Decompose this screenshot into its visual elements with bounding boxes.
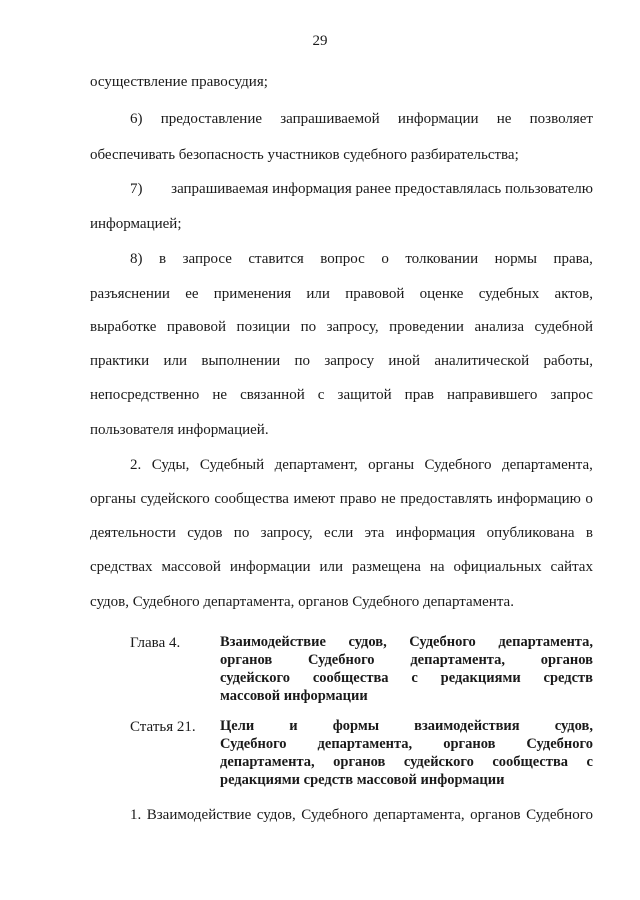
word: судейского [140, 491, 210, 507]
word: деятельности [90, 525, 176, 541]
word: выработке [90, 319, 157, 335]
word: департамента, [317, 736, 413, 752]
word: 2. [130, 457, 142, 473]
word: толковании [405, 251, 479, 267]
word: запросу, [326, 319, 379, 335]
word: Судебного [220, 736, 287, 752]
word: эта [364, 525, 385, 541]
word: или [163, 353, 188, 369]
text-line [90, 558, 593, 576]
article-title-line: редакциями средств массовой информации [220, 772, 505, 788]
word: с [411, 670, 418, 686]
word: выполнении [201, 353, 281, 369]
chapter-title-line [220, 634, 593, 651]
word: органы [368, 457, 415, 473]
word: Взаимодействие [146, 807, 252, 823]
word: информацию [497, 491, 581, 507]
word: Судебного [424, 457, 492, 473]
word: по [294, 353, 310, 369]
word: правовой [166, 319, 227, 335]
text-line: информацией; [90, 216, 182, 232]
word: не [496, 111, 512, 127]
word: запросе [182, 251, 232, 267]
word: предоставление [160, 111, 263, 127]
word: органов [470, 807, 521, 823]
word: по [233, 525, 250, 541]
text-line: судов, Судебного департамента, органов Судебного департамента. [90, 594, 514, 610]
word: органов [333, 754, 386, 770]
text-line [90, 386, 593, 404]
word: органов [540, 652, 593, 668]
word: органов [220, 652, 273, 668]
chapter-label: Глава 4. [130, 635, 181, 651]
word: запрашиваемая информация ранее предоставлялась пользователю [171, 181, 593, 197]
word: не [212, 387, 228, 403]
word: взаимодействия [414, 718, 520, 734]
word: разъяснении [90, 286, 170, 302]
article-label: Статья 21. [130, 719, 196, 735]
word: департамент, [274, 457, 358, 473]
word: информация [395, 525, 476, 541]
word: судейского [220, 670, 291, 686]
article-title-line [220, 718, 593, 735]
word: с [317, 387, 325, 403]
article-title-line [220, 736, 593, 753]
word: 1. [130, 807, 142, 823]
word: запрос [550, 387, 593, 403]
word: судов, [554, 718, 593, 734]
word: правовой [345, 286, 405, 302]
word: ее [185, 286, 199, 302]
text-line [90, 285, 593, 303]
word: массовой [161, 559, 221, 575]
page-number: 29 [312, 33, 328, 49]
word: в [585, 525, 593, 541]
word: позиции [236, 319, 291, 335]
word: если [324, 525, 354, 541]
word: информации [397, 111, 479, 127]
word: направившего [447, 387, 538, 403]
word: 8) [130, 251, 143, 267]
chapter-title-line [220, 670, 593, 687]
word: судов [187, 525, 223, 541]
word: департамента, [220, 754, 315, 770]
word: по [300, 319, 317, 335]
word: на [429, 559, 445, 575]
word: судебной [534, 319, 593, 335]
word: Суды, [151, 457, 190, 473]
word: не [381, 491, 396, 507]
word: Цели [220, 718, 255, 734]
text-line [130, 110, 593, 128]
word: запросу, [260, 525, 313, 541]
word: проведении [389, 319, 464, 335]
word: департамента, [373, 807, 465, 823]
text-line [90, 352, 593, 370]
word: предоставлять [400, 491, 493, 507]
word: судов, [256, 807, 296, 823]
word: оценке [419, 286, 464, 302]
word: или [319, 559, 344, 575]
word: Судебного [409, 634, 476, 650]
word: прав [404, 387, 434, 403]
word: средств [543, 670, 593, 686]
text-line [130, 456, 593, 474]
word: с [586, 754, 593, 770]
word: актов, [554, 286, 593, 302]
word: Судебного [526, 807, 593, 823]
chapter-title-line: массовой информации [220, 688, 368, 704]
word: права, [553, 251, 593, 267]
word: анализа [474, 319, 525, 335]
word: связанной [240, 387, 305, 403]
word: судейского [403, 754, 474, 770]
word: вопрос [320, 251, 365, 267]
word: в [158, 251, 167, 267]
word: запросу [324, 353, 375, 369]
text-line: пользователя информацией. [90, 422, 269, 438]
word: работы, [543, 353, 593, 369]
word: право [339, 491, 377, 507]
word: и [289, 718, 298, 734]
word: аналитической [434, 353, 530, 369]
text-line [130, 250, 593, 268]
word: применения [213, 286, 292, 302]
text-line [90, 318, 593, 336]
word: 6) [130, 111, 143, 127]
word: формы [332, 718, 380, 734]
word: Судебного [301, 807, 369, 823]
word: Судебного [308, 652, 375, 668]
text-line: обеспечивать безопасность участников судебного разбирательства; [90, 147, 519, 163]
word: судов, [348, 634, 387, 650]
word: сообщества [492, 754, 569, 770]
word: редакциями [440, 670, 521, 686]
word: нормы [494, 251, 537, 267]
word: или [306, 286, 330, 302]
word: о [585, 491, 593, 507]
word: средствах [90, 559, 153, 575]
word: органы [90, 491, 136, 507]
word: практики [90, 353, 150, 369]
word: запрашиваемой [280, 111, 380, 127]
word: департамента, [410, 652, 505, 668]
chapter-title-line [220, 652, 593, 669]
word: Судебный [199, 457, 265, 473]
word: опубликована [486, 525, 575, 541]
word: сообщества [312, 670, 389, 686]
word: органов [443, 736, 496, 752]
word: Взаимодействие [220, 634, 326, 650]
text-line [130, 180, 593, 198]
article-title-line [220, 754, 593, 771]
word: информации [229, 559, 311, 575]
text-line [90, 490, 593, 508]
text-line [90, 524, 593, 542]
word: о [381, 251, 389, 267]
word: судебных [478, 286, 540, 302]
word: департамента, [501, 457, 593, 473]
word: защитой [337, 387, 392, 403]
word: официальных [453, 559, 542, 575]
text-line [130, 806, 593, 824]
word: сообщества [214, 491, 289, 507]
word: размещена [352, 559, 421, 575]
word: непосредственно [90, 387, 200, 403]
word: ставится [248, 251, 304, 267]
word: позволяет [529, 111, 593, 127]
word: иной [388, 353, 420, 369]
word: Судебного [526, 736, 593, 752]
word: департамента, [498, 634, 593, 650]
word: 7) [130, 181, 143, 197]
word: имеют [293, 491, 336, 507]
text-line: осуществление правосудия; [90, 74, 268, 90]
word: сайтах [550, 559, 593, 575]
